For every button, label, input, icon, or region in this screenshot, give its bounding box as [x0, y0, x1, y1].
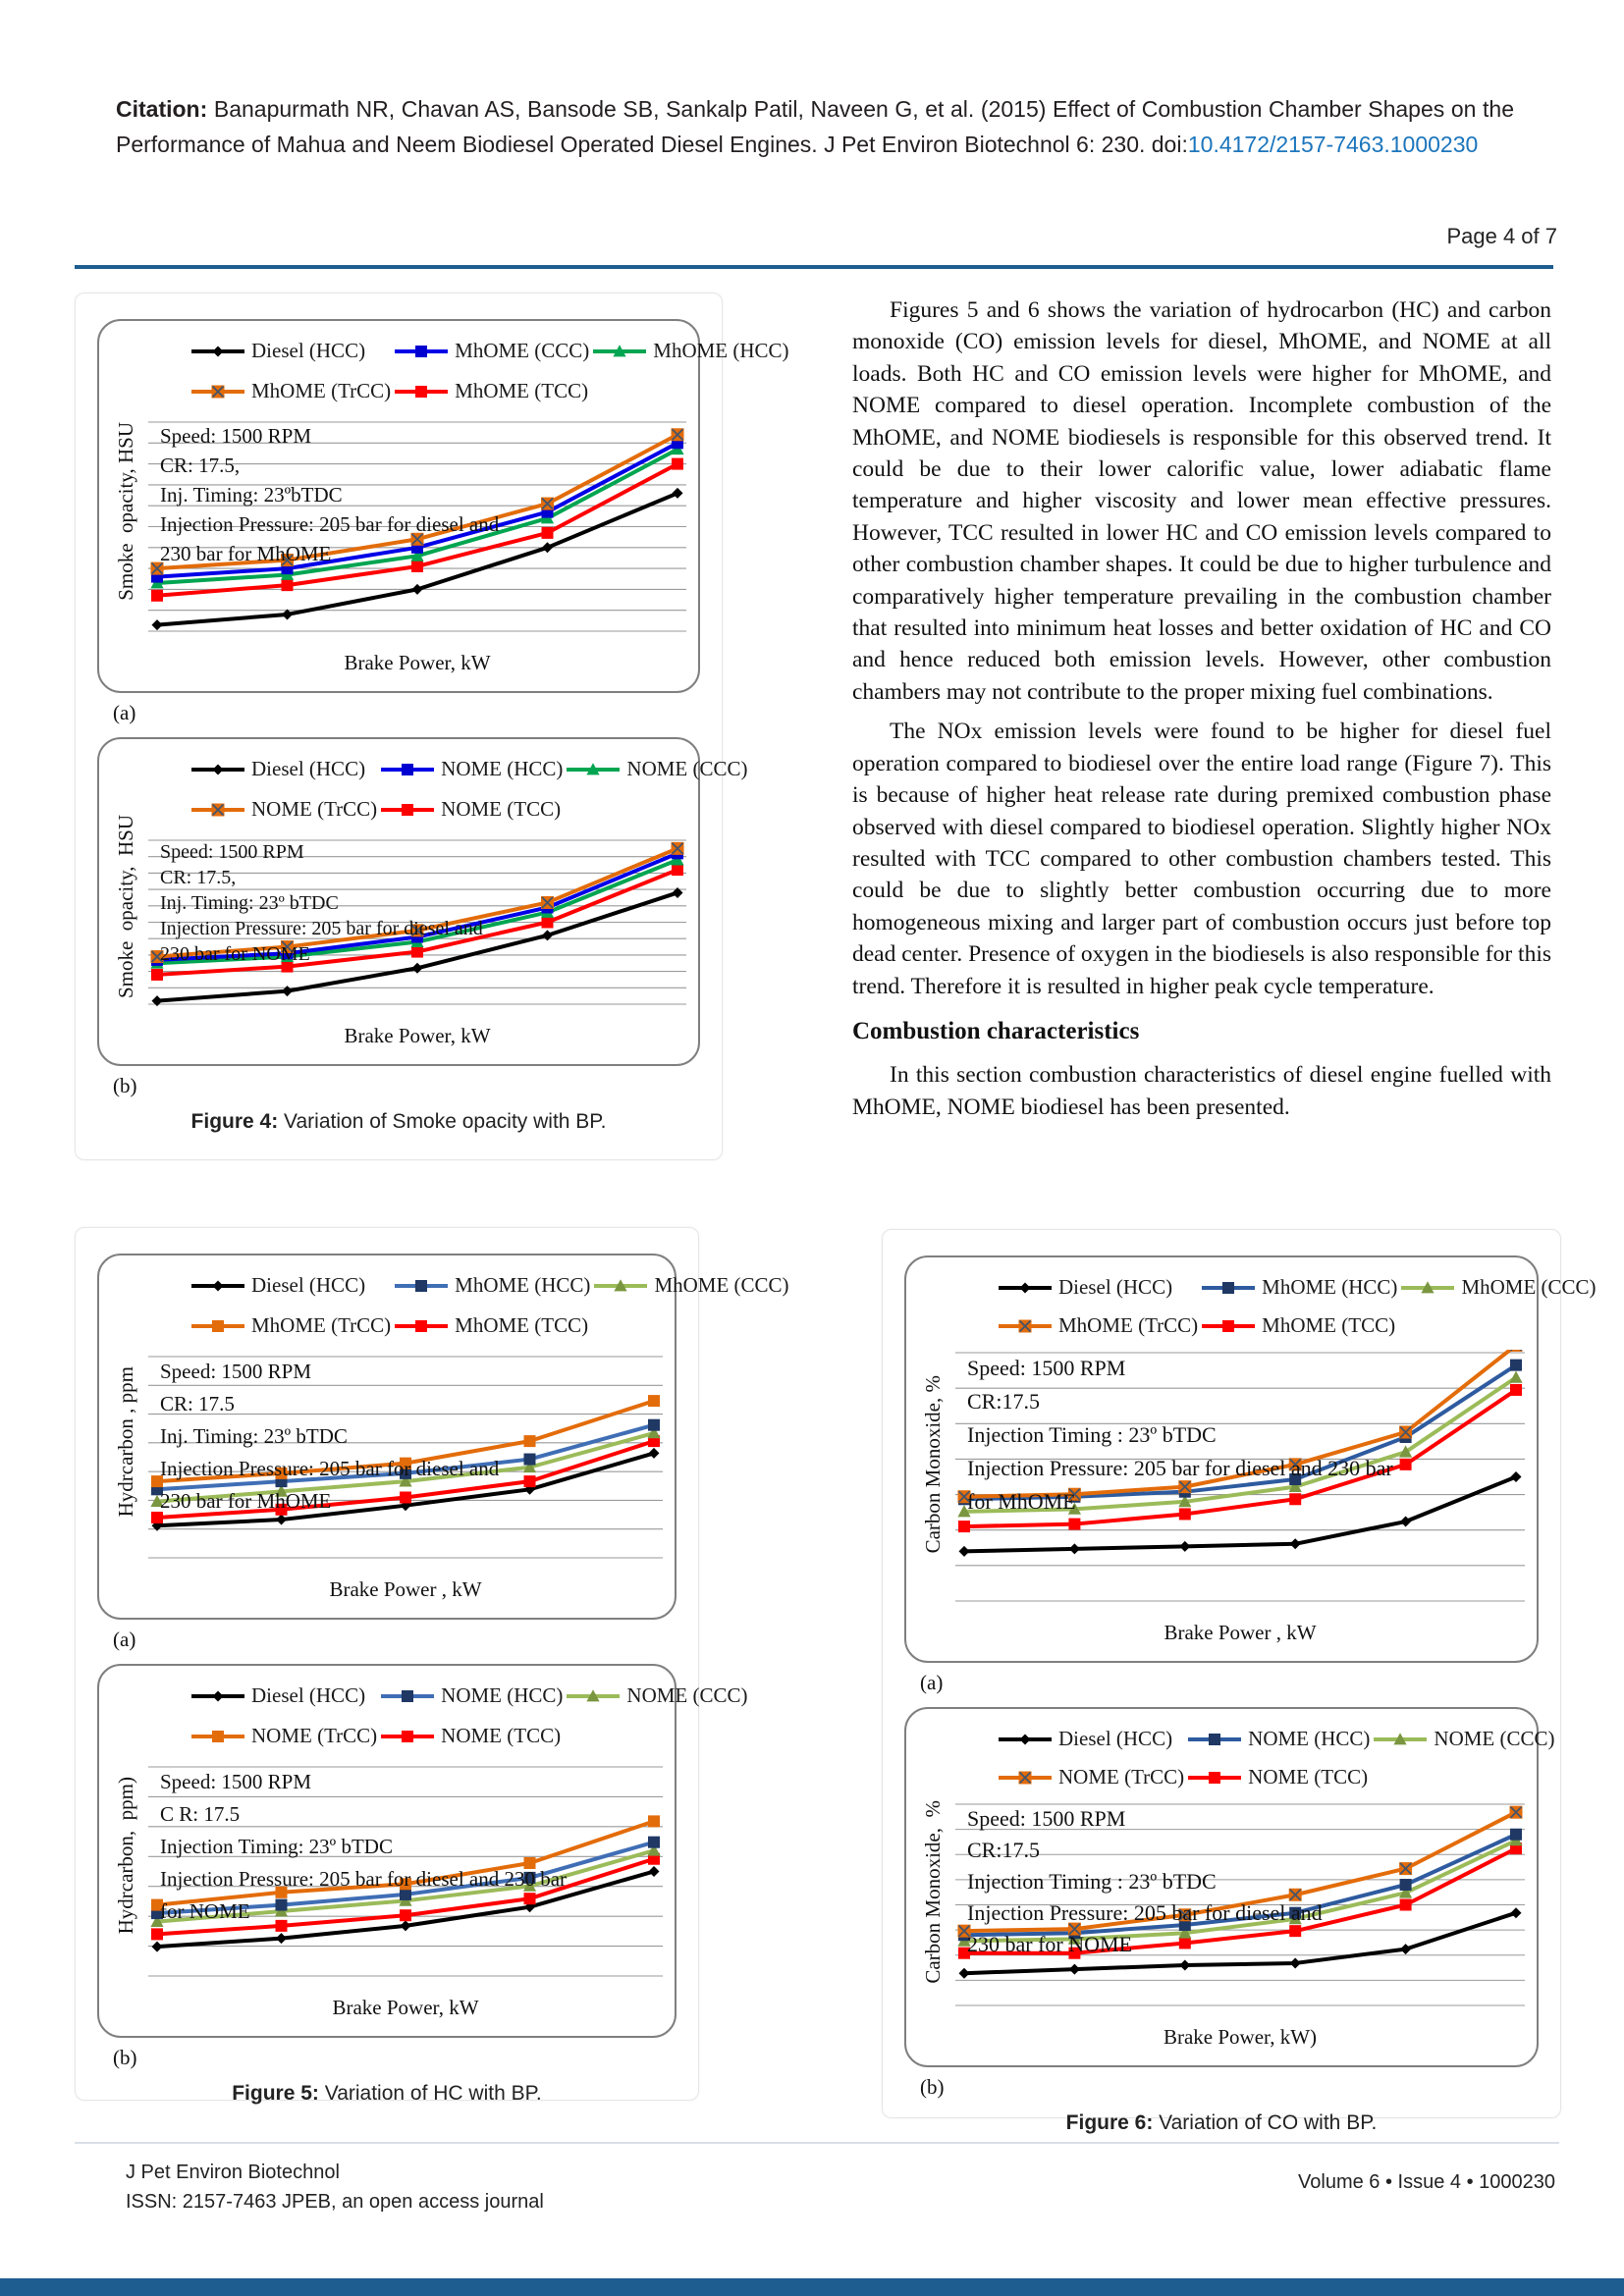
legend-label-mhome-hcc: MhOME (HCC): [455, 1273, 591, 1297]
legend-line-sample: [395, 1317, 448, 1335]
legend-item-nome-trcc: [999, 1765, 1184, 1789]
page-number: Page 4 of 7: [1446, 224, 1557, 248]
figure-5b-x-axis-label: Brake Power, kW: [332, 1996, 479, 2019]
figure-5b-main: [148, 1680, 748, 2032]
legend-item-diesel-hcc: [191, 339, 391, 363]
figure-6a-conditions-line: CR:17.5: [967, 1389, 1040, 1414]
figure-5-panel-label-a: (a): [113, 1628, 136, 1651]
legend-item-mhome-hcc: [593, 339, 788, 363]
legend-item-nome-ccc: [1374, 1727, 1554, 1751]
legend-item-nome-trcc: [191, 797, 377, 822]
figure-5a-y-axis-label: Hydrcarbon , ppm: [113, 1365, 137, 1518]
legend-label-diesel-hcc: Diesel (HCC): [251, 1683, 366, 1707]
figure-4a-conditions-line: Injection Pressure: 205 bar for diesel and: [160, 512, 500, 536]
legend-line-sample: [1188, 1769, 1241, 1787]
figure-4-caption: [97, 1110, 700, 1134]
legend-label-diesel-hcc: Diesel (HCC): [251, 757, 366, 780]
figure-4a-plot: [148, 419, 686, 641]
figure-5a-plot: [148, 1354, 663, 1568]
figure-4a-legend: [148, 335, 789, 419]
legend-item-mhome-tcc: [395, 379, 589, 403]
legend-item-diesel-hcc: [191, 757, 377, 781]
legend-line-sample: [191, 761, 244, 778]
figure-4-caption-text: Variation of Smoke opacity with BP.: [278, 1110, 607, 1133]
legend-line-sample: [567, 1687, 620, 1705]
header-rule: [75, 265, 1553, 269]
legend-label-diesel-hcc: Diesel (HCC): [251, 1273, 366, 1297]
figure-5-caption-text: Variation of HC with BP.: [318, 2082, 542, 2105]
legend-label-nome-ccc: NOME (CCC): [1434, 1727, 1555, 1750]
figure-6a-panel: [904, 1255, 1597, 1663]
figure-5-caption: [97, 2082, 677, 2106]
legend-item-mhome-trcc: [999, 1313, 1198, 1338]
legend-line-sample: [1188, 1731, 1241, 1748]
figure-4a-conditions-line: 230 bar for MhOME: [160, 542, 332, 565]
figure-4b-plot: [148, 837, 686, 1014]
legend-label-mhome-ccc: MhOME (CCC): [455, 339, 590, 362]
figure-6b-y-axis-label: Carbon Monoxide, %: [920, 1800, 945, 1984]
legend-line-sample: [191, 1317, 244, 1335]
figure-6a-conditions-line: Injection Timing : 23º bTDC: [967, 1422, 1217, 1447]
figure-6a-conditions-line: Speed: 1500 RPM: [967, 1356, 1126, 1380]
legend-line-sample: [567, 761, 620, 778]
figure-5b-conditions-line: Injection Timing: 23º bTDC: [160, 1835, 393, 1858]
footer-rule: [75, 2142, 1559, 2144]
figure-6a-main: [955, 1271, 1597, 1657]
legend-line-sample: [191, 1687, 244, 1705]
legend-line-sample: [395, 383, 448, 400]
figure-5b-y-axis-label: Hydrcarbon, ppm): [113, 1777, 137, 1935]
figure-4b-conditions-line: Speed: 1500 RPM: [160, 841, 304, 863]
figure-4a-panel: [97, 319, 789, 693]
legend-item-nome-trcc: [191, 1724, 377, 1748]
legend-line-sample: [999, 1769, 1052, 1787]
doi-link[interactable]: 10.4172/2157-7463.1000230: [1187, 132, 1479, 157]
figure-4b-y-axis-label: Smoke opacity, HSU: [113, 814, 137, 999]
figure-5b-conditions-line: C R: 17.5: [160, 1802, 241, 1826]
section-heading-combustion: Combustion characteristics: [852, 1017, 1140, 1044]
figure-5b-conditions-line: Speed: 1500 RPM: [160, 1770, 312, 1793]
legend-item-diesel-hcc: [999, 1275, 1198, 1300]
figure-5b-conditions-line: Injection Pressure: 205 bar for diesel and 230 bar: [160, 1867, 568, 1891]
figure-4b-x-axis-label: Brake Power, kW: [344, 1024, 491, 1047]
legend-item-mhome-hcc: [395, 1273, 590, 1298]
footer-issn: ISSN: 2157-7463 JPEB, an open access journal: [126, 2191, 544, 2213]
legend-line-sample: [1202, 1279, 1255, 1297]
figure-4b-legend: [148, 753, 748, 837]
legend-item-diesel-hcc: [191, 1683, 377, 1708]
legend-item-nome-hcc: [381, 757, 563, 781]
figure-4a-conditions-line: CR: 17.5,: [160, 454, 241, 477]
legend-label-nome-hcc: NOME (HCC): [1248, 1727, 1371, 1750]
citation-text: Banapurmath NR, Chavan AS, Bansode SB, Sankalp Patil, Naveen G, et al. (2015) Effect of Combustion Chamber Shapes on the Performance of Mahua and Neem Biodiesel Operated Diesel Engines. J Pet Environ Biotechnol 6: 230. doi:: [116, 96, 1514, 157]
figure-6b-plot: [955, 1801, 1525, 2015]
figure-6b-main: [955, 1723, 1555, 2061]
legend-item-mhome-ccc: [395, 339, 589, 363]
figure-6-panel-label-b: (b): [920, 2075, 945, 2099]
legend-label-mhome-hcc: MhOME (HCC): [1262, 1275, 1398, 1299]
figure-6b-conditions-line: Speed: 1500 RPM: [967, 1806, 1126, 1831]
figure-5b-conditions-note: [160, 1766, 567, 1928]
figure-6b-conditions-line: Injection Timing : 23º bTDC: [967, 1869, 1217, 1894]
figure-4a-conditions-note: [160, 421, 499, 568]
figure-6-caption-label: Figure 6:: [1065, 2111, 1154, 2134]
figure-5a-conditions-line: Inj. Timing: 23º bTDC: [160, 1424, 348, 1448]
legend-label-nome-trcc: NOME (TrCC): [251, 1724, 378, 1747]
figure-5-charts: [97, 1254, 789, 2070]
legend-label-mhome-trcc: MhOME (TrCC): [1058, 1313, 1199, 1337]
legend-item-mhome-tcc: [395, 1313, 590, 1338]
figure-5-caption-label: Figure 5:: [232, 2082, 319, 2105]
legend-line-sample: [381, 1687, 434, 1705]
legend-item-mhome-ccc: [594, 1273, 788, 1298]
paragraph-nox: The NOx emission levels were found to be higher for diesel fuel operation compared to biodiesel over the entire load range (Figure 7). This is because of higher heat release rate during premixed combustion phase observed with diesel compared to biodiesel operation. Slightly higher NOx resulted with TCC compared to other combustion chambers tested. This could be due to slightly better combustion occurring due to more homogeneous mixing and larger part of combustion occurs just before top dead center. Presence of oxygen in the biodiesels is also responsible for this trend. Therefore it is resulted in higher peak cycle temperature.: [852, 719, 1551, 999]
legend-label-mhome-tcc: MhOME (TCC): [455, 1313, 589, 1337]
figure-6a-x-axis-label: Brake Power , kW: [1164, 1621, 1317, 1644]
figure-4b-ylabel-cell: [103, 753, 148, 1060]
figure-6a-conditions-line: Injection Pressure: 205 bar for diesel and 230 bar: [967, 1456, 1393, 1480]
legend-line-sample: [999, 1279, 1052, 1297]
figure-5a-panel: [97, 1254, 789, 1620]
legend-line-sample: [191, 1728, 244, 1745]
figure-5-card: [75, 1227, 789, 2105]
legend-line-sample: [381, 801, 434, 819]
legend-item-nome-ccc: [567, 1683, 747, 1708]
figure-4b-conditions-line: Inj. Timing: 23º bTDC: [160, 892, 339, 914]
figure-6-charts: [904, 1255, 1597, 2100]
figure-6-caption: [904, 2111, 1539, 2135]
citation-label: Citation:: [116, 96, 208, 122]
figure-6b-ylabel-cell: [910, 1723, 955, 2061]
legend-label-diesel-hcc: Diesel (HCC): [1058, 1275, 1173, 1299]
legend-item-mhome-trcc: [191, 1313, 391, 1338]
legend-label-nome-trcc: NOME (TrCC): [1058, 1765, 1185, 1789]
figure-4b-panel: [97, 737, 748, 1066]
figure-6a-plot: [955, 1350, 1525, 1611]
figure-6a-legend: [955, 1271, 1597, 1350]
footer-issue-info: Volume 6 • Issue 4 • 1000230: [1298, 2171, 1555, 2193]
figure-5a-conditions-line: CR: 17.5: [160, 1392, 235, 1415]
legend-label-nome-tcc: NOME (TCC): [1248, 1765, 1369, 1789]
legend-line-sample: [395, 343, 448, 360]
legend-label-diesel-hcc: Diesel (HCC): [251, 339, 366, 362]
legend-label-nome-hcc: NOME (HCC): [441, 1683, 564, 1707]
legend-line-sample: [1401, 1279, 1454, 1297]
figure-4a-conditions-line: Inj. Timing: 23ºbTDC: [160, 483, 343, 507]
legend-item-diesel-hcc: [191, 1273, 391, 1298]
figure-4a-x-axis-label: Brake Power, kW: [344, 651, 491, 674]
paragraph-hc-co: Figures 5 and 6 shows the variation of hydrocarbon (HC) and carbon monoxide (CO) emission levels for diesel, MhOME, and NOME at all loads. Both HC and CO emission levels were higher for MhOME, and NOME compared to diesel operation. Incomplete combustion of the MhOME, and NOME biodiesels is responsible for this observed trend. It could be due to their lower calorific value, lower adiabatic flame temperature and higher viscosity and lower mean effective pressures. However, TCC resulted in lower HC and CO emission levels compared to other combustion chamber shapes. It could be due to higher turbulence and comparatively higher temperature prevailing in the combustion chamber that resulted into minimum heat losses and better oxidation of HC and CO and hence reduced both emission levels. However, other combustion chambers may not contribute to the proper mixing fuel combinations.: [852, 297, 1551, 705]
legend-line-sample: [1202, 1317, 1255, 1335]
figure-5a-main: [148, 1269, 789, 1614]
legend-label-mhome-trcc: MhOME (TrCC): [251, 379, 392, 402]
legend-item-nome-tcc: [381, 797, 563, 822]
legend-line-sample: [999, 1731, 1052, 1748]
figure-4a-conditions-line: Speed: 1500 RPM: [160, 424, 312, 448]
legend-label-nome-tcc: NOME (TCC): [441, 797, 562, 821]
figure-5b-ylabel-cell: [103, 1680, 148, 2032]
figure-5b-panel: [97, 1664, 748, 2038]
legend-label-nome-ccc: NOME (CCC): [626, 1683, 748, 1707]
legend-label-mhome-ccc: MhOME (CCC): [1461, 1275, 1597, 1299]
legend-label-nome-trcc: NOME (TrCC): [251, 797, 378, 821]
legend-label-nome-hcc: NOME (HCC): [441, 757, 564, 780]
legend-item-nome-tcc: [381, 1724, 563, 1748]
legend-item-mhome-tcc: [1202, 1313, 1397, 1338]
figure-6b-conditions-note: [967, 1803, 1323, 1960]
legend-label-diesel-hcc: Diesel (HCC): [1058, 1727, 1173, 1750]
figure-4b-conditions-line: 230 bar for NOME: [160, 943, 310, 965]
legend-line-sample: [191, 383, 244, 400]
figure-4-charts: [97, 319, 789, 1098]
figure-4-panel-label-a: (a): [113, 701, 136, 724]
figure-5a-ylabel-cell: [103, 1269, 148, 1614]
bottom-accent-bar: [0, 2278, 1624, 2296]
figure-6-card: [882, 1229, 1597, 2134]
figure-5a-conditions-note: [160, 1356, 499, 1518]
legend-line-sample: [594, 1277, 647, 1295]
footer-journal-info: [126, 2158, 544, 2216]
figure-6a-y-axis-label: Carbon Monoxide, %: [920, 1374, 945, 1554]
legend-line-sample: [191, 801, 244, 819]
legend-label-nome-ccc: NOME (CCC): [626, 757, 748, 780]
figure-6b-conditions-line: CR:17.5: [967, 1838, 1040, 1862]
figure-6a-conditions-line: for MhOME: [967, 1489, 1076, 1514]
figure-5a-conditions-line: Speed: 1500 RPM: [160, 1360, 312, 1383]
legend-line-sample: [381, 1728, 434, 1745]
figure-5b-legend: [148, 1680, 748, 1764]
figure-5a-conditions-line: Injection Pressure: 205 bar for diesel and: [160, 1457, 500, 1480]
legend-line-sample: [191, 1277, 244, 1295]
legend-label-nome-tcc: NOME (TCC): [441, 1724, 562, 1747]
figure-5a-conditions-line: 230 bar for MhOME: [160, 1489, 332, 1513]
figure-6b-panel: [904, 1707, 1555, 2067]
figure-6b-legend: [955, 1723, 1555, 1801]
body-text-column: [852, 294, 1551, 1131]
figure-6a-ylabel-cell: [910, 1271, 955, 1657]
figure-6-caption-text: Variation of CO with BP.: [1153, 2111, 1378, 2134]
figure-4a-ylabel-cell: [103, 335, 148, 687]
legend-label-mhome-trcc: MhOME (TrCC): [251, 1313, 392, 1337]
figure-4b-main: [148, 753, 748, 1060]
legend-item-nome-hcc: [381, 1683, 563, 1708]
legend-line-sample: [999, 1317, 1052, 1335]
legend-item-mhome-trcc: [191, 379, 391, 403]
figure-4-panel-label-b: (b): [113, 1074, 137, 1097]
figure-5-panel-label-b: (b): [113, 2046, 137, 2069]
figure-6a-conditions-note: [967, 1352, 1393, 1519]
legend-label-mhome-tcc: MhOME (TCC): [455, 379, 589, 402]
legend-line-sample: [1374, 1731, 1427, 1748]
figure-6b-x-axis-label: Brake Power, kW): [1163, 2025, 1318, 2049]
figure-4-caption-label: Figure 4:: [190, 1110, 279, 1133]
footer-journal-name: J Pet Environ Biotechnol: [126, 2162, 340, 2183]
legend-line-sample: [593, 343, 646, 360]
figure-5a-x-axis-label: Brake Power , kW: [329, 1577, 482, 1601]
legend-item-nome-ccc: [567, 757, 747, 781]
legend-label-mhome-ccc: MhOME (CCC): [654, 1273, 789, 1297]
legend-item-nome-hcc: [1188, 1727, 1370, 1751]
legend-line-sample: [395, 1277, 448, 1295]
figure-6b-conditions-line: 230 bar for NOME: [967, 1932, 1133, 1956]
figure-5b-conditions-line: for NOME: [160, 1899, 250, 1923]
legend-item-diesel-hcc: [999, 1727, 1184, 1751]
legend-label-mhome-hcc: MhOME (HCC): [653, 339, 789, 362]
figure-4a-main: [148, 335, 789, 687]
figure-4a-y-axis-label: Smoke opacity, HSU: [113, 421, 137, 601]
figure-5a-legend: [148, 1269, 789, 1354]
legend-item-mhome-ccc: [1401, 1275, 1596, 1300]
figure-6b-conditions-line: Injection Pressure: 205 bar for diesel and: [967, 1900, 1323, 1925]
legend-line-sample: [191, 343, 244, 360]
legend-item-mhome-hcc: [1202, 1275, 1397, 1300]
paragraph-combustion-intro: In this section combustion characteristics of diesel engine fuelled with MhOME, NOME biodiesel has been presented.: [852, 1062, 1551, 1120]
legend-item-nome-tcc: [1188, 1765, 1370, 1789]
figure-4-card: [75, 293, 789, 1160]
figure-4b-conditions-note: [160, 839, 483, 967]
figure-5b-plot: [148, 1764, 663, 1986]
legend-label-mhome-tcc: MhOME (TCC): [1262, 1313, 1396, 1337]
citation-block: [116, 91, 1514, 162]
legend-line-sample: [381, 761, 434, 778]
figure-4b-conditions-line: Injection Pressure: 205 bar for diesel and: [160, 918, 483, 939]
figure-4b-conditions-line: CR: 17.5,: [160, 867, 237, 888]
figure-6-panel-label-a: (a): [920, 1671, 944, 1694]
